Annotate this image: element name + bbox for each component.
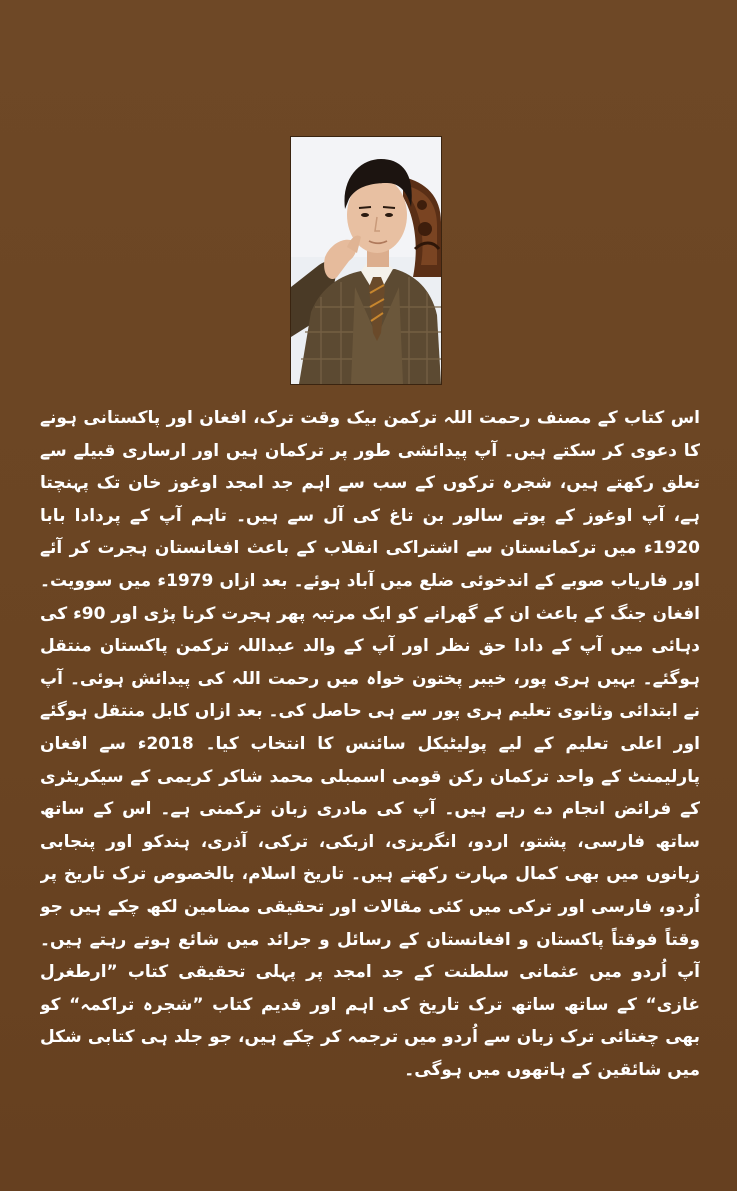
- author-photo: [291, 137, 441, 384]
- author-biography: اس کتاب کے مصنف رحمت اللہ ترکمن بیک وقت ترک، افغان اور پاکستانی ہونے کا دعوی کر سکتے ہیں۔ آپ پیدائشی طور پر ترکمان ہیں اور ارساری قبیلے سے تعلق رکھتے ہیں، شجرہ ترکوں کے سب سے اہم جد امجد اوغوز خان تک پہنچتا ہے، آپ اوغوز کے پوتے سالور بن تاغ کی آل سے ہیں۔ تاہم آپ کے پردادا بابا 1920ء میں ترکمانستان سے اشتراکی انقلاب کے باعث افغانستان ہجرت کر آئے اور فاریاب صوبے کے اندخوئی ضلع میں آباد ہوئے۔ بعد ازاں 1979ء میں سوویت۔افغان جنگ کے باعث ان کے گھرانے کو ایک مرتبہ پھر ہجرت کرنا پڑی اور 90ء کی دہائی میں آپ کے دادا حق نظر اور آپ کے والد عبداللہ ترکمن پاکستان منتقل ہوگئے۔ یہیں ہری پور، خیبر پختون خواہ میں رحمت اللہ کی پیدائش ہوئی۔ آپ نے ابتدائی وثانوی تعلیم ہری پور سے ہی حاصل کی۔ بعد ازاں کابل منتقل ہوگئے اور اعلی تعلیم کے لیے پولیٹیکل سائنس کا انتخاب کیا۔ 2018ء سے افغان پارلیمنٹ کے واحد ترکمان رکن قومی اسمبلی محمد شاکر کریمی کے سیکریٹری کے فرائض انجام دے رہے ہیں۔ آپ کی مادری زبان ترکمنی ہے۔ اس کے ساتھ ساتھ فارسی، پشتو، اردو، انگریزی، ازبکی، ترکی، آذری، ہندکو اور پنجابی زبانوں میں بھی کمال مہارت رکھتے ہیں۔ تاریخ اسلام، بالخصوص ترک تاریخ پر اُردو، فارسی اور ترکی میں کئی مقالات اور تحقیقی مضامین لکھ چکے ہیں جو وقتاً فوقتاً پاکستان و افغانستان کے رسائل و جرائد میں شائع ہوتے رہتے ہیں۔ آپ اُردو میں عثمانی سلطنت کے جد امجد پر پہلی تحقیقی کتاب ”ارطغرل غازی“ کے ساتھ ساتھ ترک تاریخ کی اہم اور قدیم کتاب ”شجرہ تراکمہ“ کو بھی چغتائی ترک زبان سے اُردو میں ترجمہ کر چکے ہیں، جو جلد ہی کتابی شکل میں شائقین کے ہاتھوں میں ہوگی۔: [40, 408, 700, 1080]
- author-portrait-icon: [291, 137, 441, 384]
